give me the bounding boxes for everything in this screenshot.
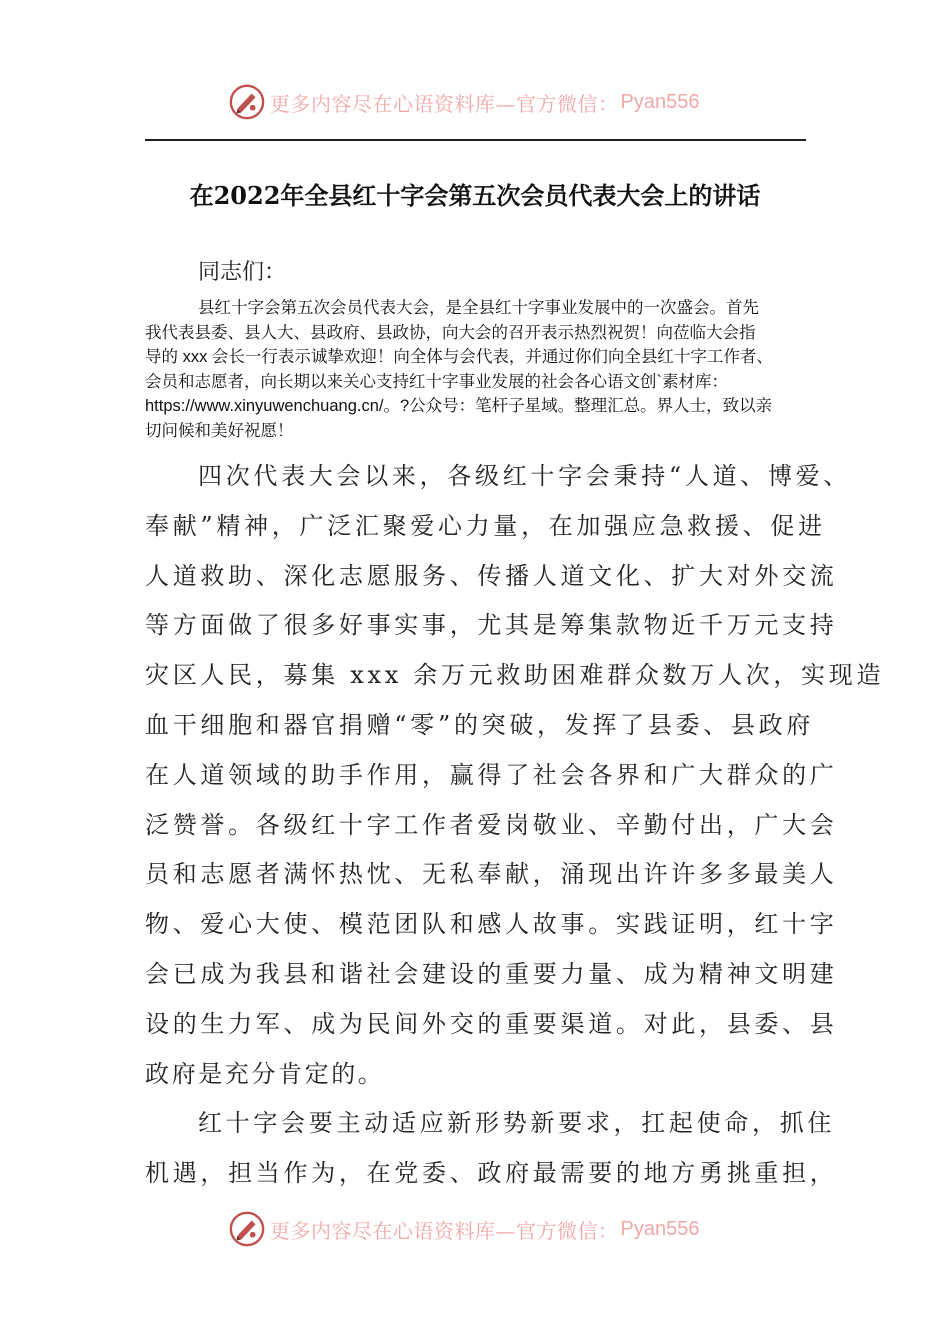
- document-title: 在2022年全县红十字会第五次会员代表大会上的讲话: [189, 181, 761, 210]
- footer-banner: [228, 1209, 699, 1249]
- header-banner: [228, 82, 699, 122]
- paragraph-1-line: 奉献”精神，广泛汇聚爱心力量，在加强应急救援、促进: [145, 511, 826, 540]
- intro-line: 我代表县委、县人大、县政府、县政协，向大会的召开表示热烈祝贺！向莅临大会指: [145, 323, 756, 342]
- intro-paragraph: [145, 296, 815, 443]
- paragraph-1-line: 等方面做了很多好事实事，尤其是筹集款物近千万元支持: [145, 611, 838, 640]
- paragraph-1-line: 灾区人民，募集 xxx 余万元救助困难群众数万人次，实现造: [145, 661, 885, 690]
- paragraph-2-line: 机遇，担当作为，在党委、政府最需要的地方勇挑重担，: [145, 1159, 838, 1188]
- banner-wechat-id: Pyan556: [620, 90, 700, 113]
- paragraph-2-line: 红十字会要主动适应新形势新要求，扛起使命，抓住: [198, 1109, 836, 1138]
- paragraph-1-line: 物、爱心大使、模范团队和感人故事。实践证明，红十字: [145, 910, 838, 939]
- paragraph-1-line: 人道救助、深化志愿服务、传播人道文化、扩大对外交流: [145, 561, 838, 590]
- paragraph-1-line: 会已成为我县和谐社会建设的重要力量、成为精神文明建: [145, 959, 838, 988]
- banner-wechat-id: Pyan556: [620, 1217, 700, 1240]
- paragraph-1-line: 在人道领域的助手作用，赢得了社会各界和广大群众的广: [145, 760, 838, 789]
- intro-line: 会员和志愿者，向长期以来关心支持红十字事业发展的社会各心语文创`素材库：: [145, 372, 728, 391]
- paragraph-1-line: 泛赞誉。各级红十字工作者爱岗敬业、辛勤付出，广大会: [145, 810, 838, 839]
- pen-logo-icon: [228, 83, 266, 121]
- paragraph-1-line: 血干细胞和器官捐赠“零”的突破，发挥了县委、县政府: [145, 710, 815, 739]
- paragraph-1-line: 设的生力军、成为民间外交的重要渠道。对此，县委、县: [145, 1009, 838, 1038]
- intro-line: 导的 xxx 会长一行表示诚挚欢迎！向全体与会代表，并通过你们向全县红十字工作者、: [145, 348, 773, 366]
- pen-logo-icon: [228, 1210, 266, 1248]
- intro-line: 切问候和美好祝愿！: [145, 421, 294, 440]
- intro-line: 县红十字会第五次会员代表大会，是全县红十字事业发展中的一次盛会。首先: [198, 299, 759, 317]
- intro-line: https://www.xinyuwenchuang.cn/。?公众号：笔杆子星域。整理汇总。界人士，致以亲: [145, 397, 773, 415]
- main-text: [145, 452, 885, 1199]
- banner-text: 更多内容尽在心语资料库—官方微信：: [270, 91, 619, 116]
- paragraph-1-line: 员和志愿者满怀热忱、无私奉献，涌现出许许多多最美人: [145, 860, 838, 889]
- paragraph-1-line: 四次代表大会以来，各级红十字会秉持“人道、博爱、: [198, 462, 852, 490]
- paragraph-1-line: 政府是充分肯定的。: [145, 1059, 385, 1088]
- salutation: 同志们：: [198, 260, 287, 285]
- header-divider: [145, 139, 806, 141]
- banner-text: 更多内容尽在心语资料库—官方微信：: [270, 1218, 619, 1243]
